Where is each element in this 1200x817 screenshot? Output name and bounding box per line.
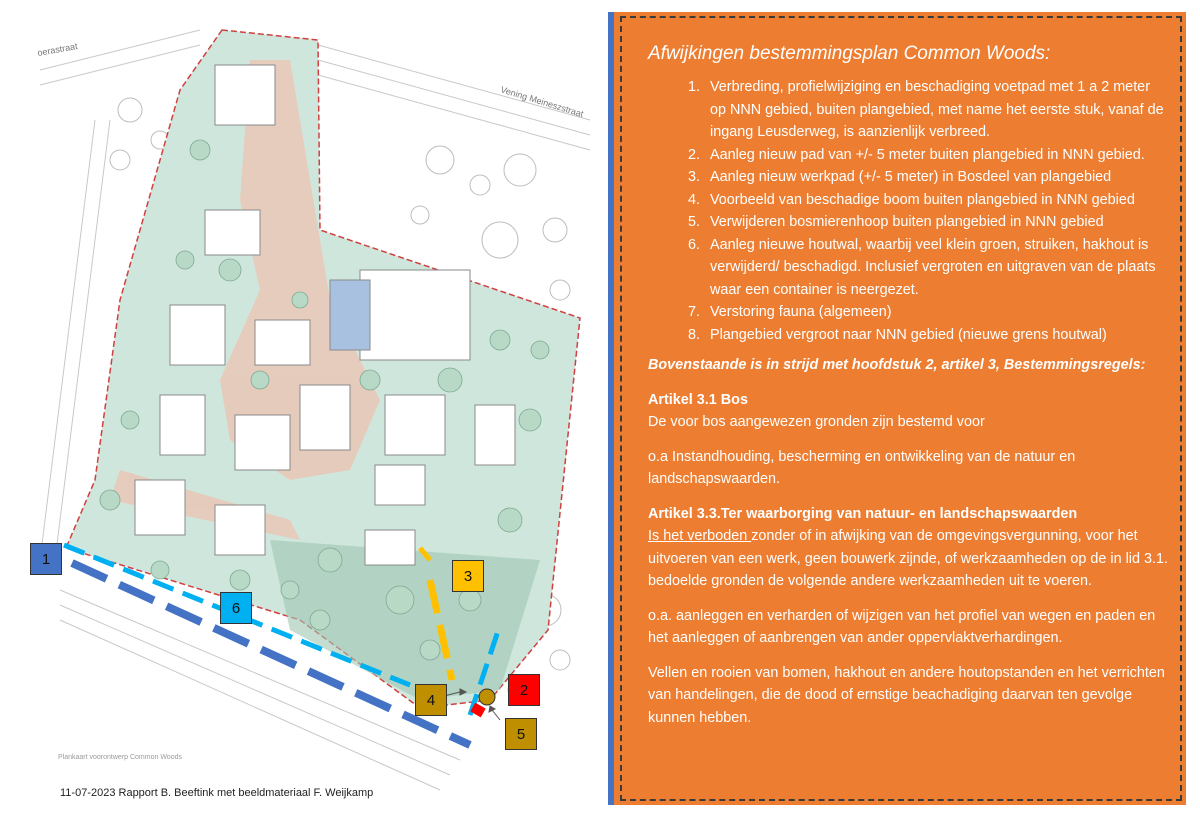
- street-label-2: oerastraat: [36, 41, 79, 58]
- article-3-3-underlined: Is het verboden: [648, 528, 752, 544]
- list-item: 2. Aanleg nieuw pad van +/- 5 meter buiten plangebied in NNN gebied.: [704, 144, 1168, 167]
- deviations-panel: [612, 12, 1186, 805]
- deviation-list: [648, 76, 1168, 346]
- conflict-statement: Bovenstaande is in strijd met hoofdstuk 2, artikel 3, Bestemmingsregels:: [648, 357, 1146, 373]
- marker-2: 2: [508, 674, 540, 706]
- list-item: 5. Verwijderen bosmierenhoop buiten plangebied in NNN gebied: [704, 211, 1168, 234]
- marker-1: 1: [30, 543, 62, 575]
- list-item: 8. Plangebied vergroot naar NNN gebied (nieuwe grens houtwal): [704, 324, 1168, 347]
- marker-4: 4: [415, 684, 447, 716]
- panel-title: Afwijkingen bestemmingsplan Common Woods:: [648, 43, 1051, 64]
- map-caption: Plankaart voorontwerp Common Woods: [58, 754, 182, 761]
- marker-6: 6: [220, 592, 252, 624]
- list-item: 4. Voorbeeld van beschadige boom buiten plangebied in NNN gebied: [704, 189, 1168, 212]
- article-3-1-heading: Artikel 3.1 Bos: [648, 391, 748, 408]
- marker-5: 5: [505, 718, 537, 750]
- footer-credit: 11-07-2023 Rapport B. Beeftink met beeldmateriaal F. Weijkamp: [60, 787, 374, 799]
- marker-3: 3: [452, 560, 484, 592]
- list-item: 6. Aanleg nieuwe houtwal, waarbij veel klein groen, struiken, hakhout is verwijderd/ beschadigd. Inclusief vergroten en uitgraven van de plaats waar een container is neergezet.: [704, 234, 1168, 302]
- tree-marker: [479, 689, 495, 705]
- article-3-1-text: De voor bos aangewezen gronden zijn bestemd voor: [648, 414, 985, 430]
- street-label-1: Vening Meineszstraat: [499, 84, 585, 120]
- article-3-3-text-3: Vellen en rooien van bomen, hakhout en andere houtopstanden en het verrichten van handelingen, die de dood of ernstige beachadiging daarvan ten gevolge kunnen hebben.: [648, 664, 1165, 726]
- panel-content: [648, 42, 1168, 741]
- article-3-3-body: zonder of in afwijking van de omgevingsvergunning, voor het uitvoeren van een werk, geen bouwerk zijnde, of werkzaamheden op de in lid 3.1. bedoelde gronden de volgende andere werkzaamheden uit te voeren.: [648, 528, 1168, 589]
- article-3-1-text-2: o.a Instandhouding, bescherming en ontwikkeling van de natuur en landschapswaarden.: [648, 448, 1076, 487]
- blue-roof: [330, 280, 370, 350]
- panel-blue-edge: [608, 12, 614, 805]
- list-item: 7. Verstoring fauna (algemeen): [704, 301, 1168, 324]
- list-item: 1. Verbreding, profielwijziging en beschadiging voetpad met 1 a 2 meter op NNN gebied, buiten plangebied, met name het eerste stuk, vanaf de ingang Leusderweg, is aanzienlijk verbreed.: [704, 76, 1168, 144]
- list-item: 3. Aanleg nieuw werkpad (+/- 5 meter) in Bosdeel van plangebied: [704, 166, 1168, 189]
- article-3-3-text-2: o.a. aanleggen en verharden of wijzigen van het profiel van wegen en paden en het aanleggen of aanbrengen van ander oppervlaktverhardingen.: [648, 607, 1156, 646]
- article-3-3-heading: Artikel 3.3.Ter waarborging van natuur- en landschapswaarden: [648, 505, 1078, 522]
- article-3-3-text: [648, 525, 1168, 593]
